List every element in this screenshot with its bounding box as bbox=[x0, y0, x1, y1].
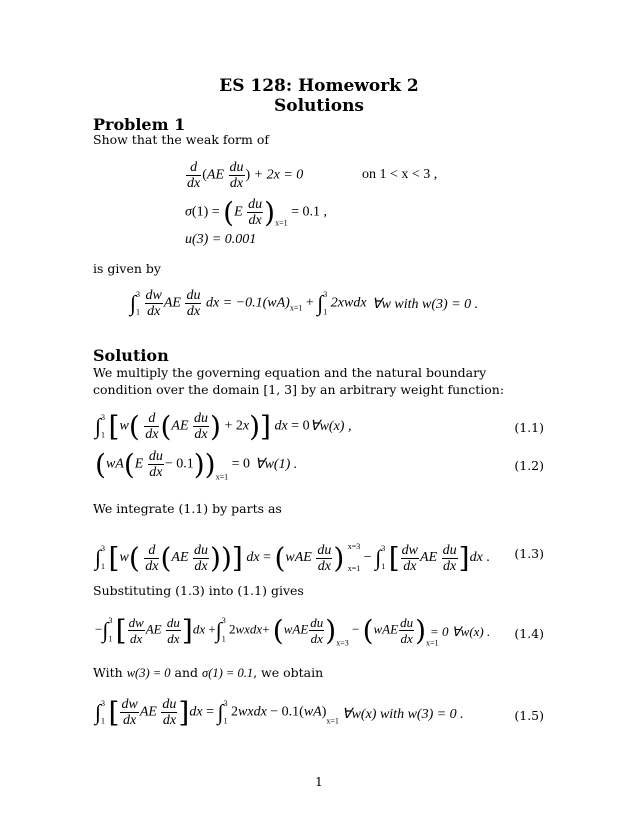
integrate-by-parts-text: We integrate (1.1) by parts as bbox=[93, 501, 282, 516]
equation-1-4-condition: = 0 ∀w(x) . bbox=[430, 624, 491, 639]
given-by-text: is given by bbox=[93, 261, 161, 276]
page-number: 1 bbox=[315, 775, 323, 789]
strong-form-rhs: + 2x = 0 bbox=[253, 167, 304, 183]
strong-form-equation: $\frac{d}{dx}$ (AE $\frac{du}{dx}$ ) + 2x = 0 bbox=[187, 160, 304, 191]
equation-1-3-label: (1.3) bbox=[514, 546, 544, 561]
substituting-text: Substituting (1.3) into (1.1) gives bbox=[93, 583, 304, 598]
equation-1-5: $\int_1^3$ [ $\frac{dw}{dx}$ AE $\frac{du}{dx}$ ]$dx = \int_1^3$ 2wxdx − $0.1(wA)_{x=1}$ bbox=[95, 696, 339, 729]
with-conditions-text bbox=[93, 664, 543, 682]
weak-form-end: 2xwdx bbox=[330, 295, 367, 311]
equation-1-5-condition: ∀w(x) with w(3) = 0 . bbox=[342, 707, 464, 722]
equation-1-2-condition: ∀w(1) . bbox=[255, 457, 298, 472]
with-and: and bbox=[174, 665, 199, 680]
weak-form-equation: $\int_1^3$ $\frac{dw}{dx}$ AE $\frac{du}{dx}$ dx = $-0.1(wA)_{x=1} + \int_1^3$ 2xwdx bbox=[130, 288, 367, 319]
problem-intro: Show that the weak form of bbox=[93, 132, 269, 147]
problem-heading: Problem 1 bbox=[93, 115, 186, 134]
equation-1-2: (wA(E $\frac{du}{dx}$ − $0.1))_{x=1} = 0$ bbox=[95, 448, 251, 482]
equation-1-3: $\int_1^3$ [w( $\frac{d}{dx}$ (AE $\frac{du}{dx}$ ))] dx = (wAE $\frac{du}{dx}$ ) x=3 x=1 − $\int_1^3$ [ $\frac{dw}{dx}$ AE $\frac{du}{dx}$ ]dx . bbox=[95, 541, 490, 575]
with-text-a: With bbox=[93, 665, 123, 680]
document-title-line2: Solutions bbox=[273, 96, 364, 116]
essential-bc-equation: u(3) = 0.001 bbox=[185, 232, 257, 247]
equation-1-5-label: (1.5) bbox=[514, 708, 544, 723]
weak-form-condition: ∀w with w(3) = 0 . bbox=[372, 297, 479, 312]
natural-bc-equation: σ(1) = (E $\frac{du}{dx}$ )$_{x=1} = 0.1$ , bbox=[185, 196, 327, 229]
with-condition-2: σ(1) = 0.1 bbox=[202, 666, 254, 680]
solution-intro: We multiply the governing equation and the natural boundary condition over the domain [1, 3] by an arbitrary weight function: bbox=[93, 365, 505, 397]
natural-bc-rhs: = 0.1 , bbox=[291, 204, 327, 220]
equation-1-1-label: (1.1) bbox=[514, 420, 544, 435]
equation-1-1-condition: ∀w(x) , bbox=[310, 419, 352, 434]
with-text-b: , we obtain bbox=[253, 665, 324, 680]
equation-1-2-label: (1.2) bbox=[514, 458, 544, 473]
weak-form-mid: dx = −0.1(wA) bbox=[205, 295, 290, 311]
equation-1-4: $-\int_1^3$ [ $\frac{dw}{dx}$ AE $\frac{du}{dx}$ ]$dx +\int_1^3$ 2wxdx+ (wAE $\frac{du}{dx}$ )$_{x=3} - (wAE$ $\frac{du}{dx}$ )$_{x=1}$ bbox=[95, 614, 439, 648]
solution-heading: Solution bbox=[93, 346, 169, 365]
equation-1-4-label: (1.4) bbox=[514, 626, 544, 641]
document-title-line1: ES 128: Homework 2 bbox=[219, 76, 419, 96]
with-condition-1: w(3) = 0 bbox=[126, 666, 171, 680]
equation-1-1: $\int_1^3$ [w( $\frac{d}{dx}$ (AE $\frac{du}{dx}$ ) + 2x)] dx = 0 bbox=[95, 410, 310, 443]
strong-form-domain: on 1 < x < 3 , bbox=[362, 167, 438, 182]
